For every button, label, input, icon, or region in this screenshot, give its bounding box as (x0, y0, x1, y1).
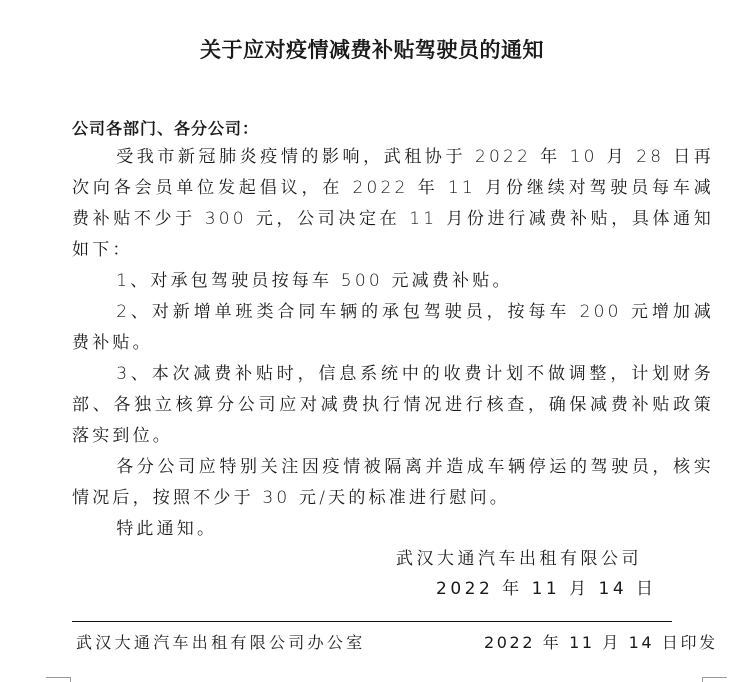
paragraph-item-2: 2、对新增单班类合同车辆的承包驾驶员，按每车 200 元增加减费补贴。 (72, 302, 714, 353)
signature-organization: 武汉大通汽车出租有限公司 (396, 549, 642, 569)
footer-divider (72, 621, 672, 622)
paragraph-item-3: 3、本次减费补贴时，信息系统中的收费计划不做调整，计划财务部、各独立核算分公司应对减费执行情况进行核查，确保减费补贴政策落实到位。 (72, 364, 714, 446)
salutation: 公司各部门、各分公司： (72, 119, 260, 138)
footer-issue-date: 2022 年 11 月 14 日印发 (484, 633, 718, 652)
footer-issuer: 武汉大通汽车出租有限公司办公室 (76, 633, 366, 652)
paragraph-intro: 受我市新冠肺炎疫情的影响，武租协于 2022 年 10 月 28 日再次向各会员单位发起倡议，在 2022 年 11 月份继续对驾驶员每车减费补贴不少于 300 元，公司决定在 11 月份进行减费补贴，具体通知如下： (72, 147, 714, 260)
document-title: 关于应对疫情减费补贴驾驶员的通知 (200, 38, 544, 62)
signature-date: 2022 年 11 月 14 日 (436, 579, 657, 599)
document-body (72, 142, 714, 545)
paragraph-closing: 特此通知。 (116, 519, 218, 539)
page-corner-mark-right (702, 677, 727, 682)
paragraph-item-1: 1、对承包驾驶员按每车 500 元减费补贴。 (116, 271, 513, 291)
paragraph-care-notice: 各分公司应特别关注因疫情被隔离并造成车辆停运的驾驶员，核实情况后，按照不少于 30 元/天的标准进行慰问。 (72, 457, 714, 508)
page-corner-mark-left (46, 677, 71, 682)
